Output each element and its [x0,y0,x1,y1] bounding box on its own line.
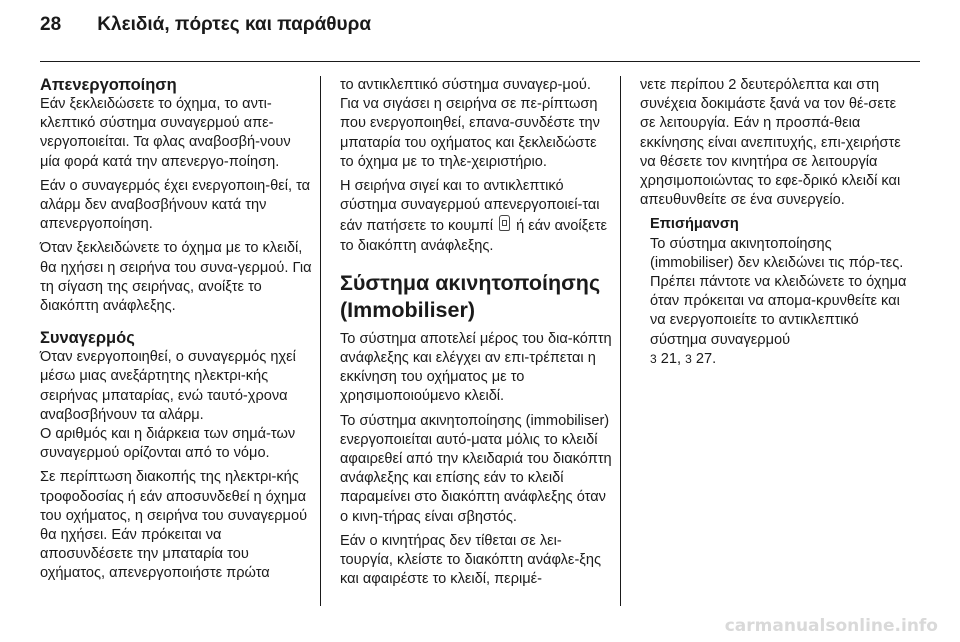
header-rule [40,61,920,62]
page-references [650,350,912,369]
notice-title: Επισήμανση [650,216,739,233]
column-1 [40,76,312,589]
page-title: Κλειδιά, πόρτες και παράθυρα [97,14,372,35]
column-divider [320,76,321,606]
notice-text: Το σύστημα ακινητοποίησης (immobiliser) δεν κλειδώνει τις πόρ-τες. Πρέπει πάντοτε να κλειδώνετε το όχημα όταν πρόκειται να απομα-κρυνθείτε και να ενεργοποιείτε το αντικλεπτικό σύστημα συναγερμού [650,235,907,348]
watermark: carmanualsonline.info [724,616,938,636]
page-number: 28 [40,14,62,35]
section-heading: Απενεργοποίηση [40,76,177,94]
paragraph: Ο αριθμός και η διάρκεια των σημά-των συναγερμού ορίζονται από το νόμο. [40,426,296,462]
paragraph: Σε περίπτωση διακοπής της ηλεκτρι-κής τροφοδοσίας ή εάν αποσυνδεθεί η όχημα του οχήματος, η σειρήνα του συναγερμού θα ηχήσει. Εάν πρόκειται να αποσυνδέσετε την μπαταρία του οχήματος, απενεργοποιήστε πρώτα [40,469,308,582]
page-reference[interactable]: 27. [695,350,717,367]
notice-box [650,215,912,369]
paragraph-text: Η σειρήνα σιγεί και το αντικλεπτικό σύστημα συναγερμού απενεργοποιεί-ται εάν πατήσετε το κουμπί [340,178,600,235]
section-heading: Σύστημα ακινητοποίησης (Immobiliser) [340,270,601,322]
paragraph: νετε περίπου 2 δευτερόλεπτα και στη συνέχεια δοκιμάστε ξανά να τον θέ-σετε σε λειτουργία. Εάν η προσπά-θεια εκκίνησης είναι ανεπιτυχής, επι-χειρήστε να θέσετε τον κινητήρα σε λειτουργία χρησιμοποιώντας το εφε-δρικό κλειδί και απευθυνθείτε σε ένα συνεργείο. [640,77,901,209]
paragraph: Εάν ο συναγερμός έχει ενεργοποιη-θεί, τα αλάρμ δεν αναβοσβήνουν κατά την απενεργοποίηση. [40,177,311,233]
paragraph: Όταν ξεκλειδώνετε το όχημα με το κλειδί, θα ηχήσει η σειρήνα του συνα-γερμού. Για τη σίγαση της σειρήνας, ανοίξτε το διακόπτη ανάφλεξης. [40,240,312,315]
column-2 [340,76,612,594]
arrow-icon: 3 [650,351,657,366]
paragraph: Όταν ενεργοποιηθεί, ο συναγερμός ηχεί μέσω μιας ανεξάρτητης ηλεκτρι-κής σειρήνας μπαταρίας, ενώ ταυτό-χρονα αναβοσβήνουν τα αλάρμ. [40,349,296,423]
column-3 [640,76,912,369]
page-header [40,14,920,36]
section-heading: Συναγερμός [40,329,135,348]
lock-button-icon [499,215,510,231]
paragraph: το αντικλεπτικό σύστημα συναγερ-μού. Για να σιγάσει η σειρήνα σε πε-ρίπτωση που ενεργοποιηθεί, επανα-συνδέστε την μπαταρία του οχήματος και ξεκλειδώστε το όχημα με το τηλε-χειριστήριο. [340,77,600,170]
paragraph: Το σύστημα ακινητοποίησης (immobiliser) ενεργοποιείται αυτό-ματα μόλις το κλειδί αφαιρεθεί από την κλειδαριά του διακόπτη ανάφλεξης και επίσης εάν το κλειδί παραμείνει στο διακόπτη ανάφλεξης όταν ο κινη-τήρας είναι σβηστός. [340,412,612,525]
column-divider [620,76,621,606]
paragraph-text: ή εάν ανοίξετε το διακόπτη ανάφλεξης. [340,218,607,254]
arrow-icon: 3 [685,351,692,366]
paragraph: Εάν ο κινητήρας δεν τίθεται σε λει-τουργία, κλείστε το διακόπτη ανάφλε-ξης και αφαιρέστε το κλειδί, περιμέ- [340,532,601,588]
paragraph [340,177,612,256]
paragraph: Το σύστημα αποτελεί μέρος του δια-κόπτη ανάφλεξης και ελέγχει αν επι-τρέπεται η εκκίνηση του οχήματος με το χρησιμοποιούμενο κλειδί. [340,330,612,405]
page-reference[interactable]: 21, [660,350,682,367]
paragraph: Εάν ξεκλειδώσετε το όχημα, το αντι-κλεπτικό σύστημα συναγερμού απε-νεργοποιείται. Τα φλας αναβοσβή-νουν μία φορά κατά την απενεργο-ποίηση. [40,96,291,170]
